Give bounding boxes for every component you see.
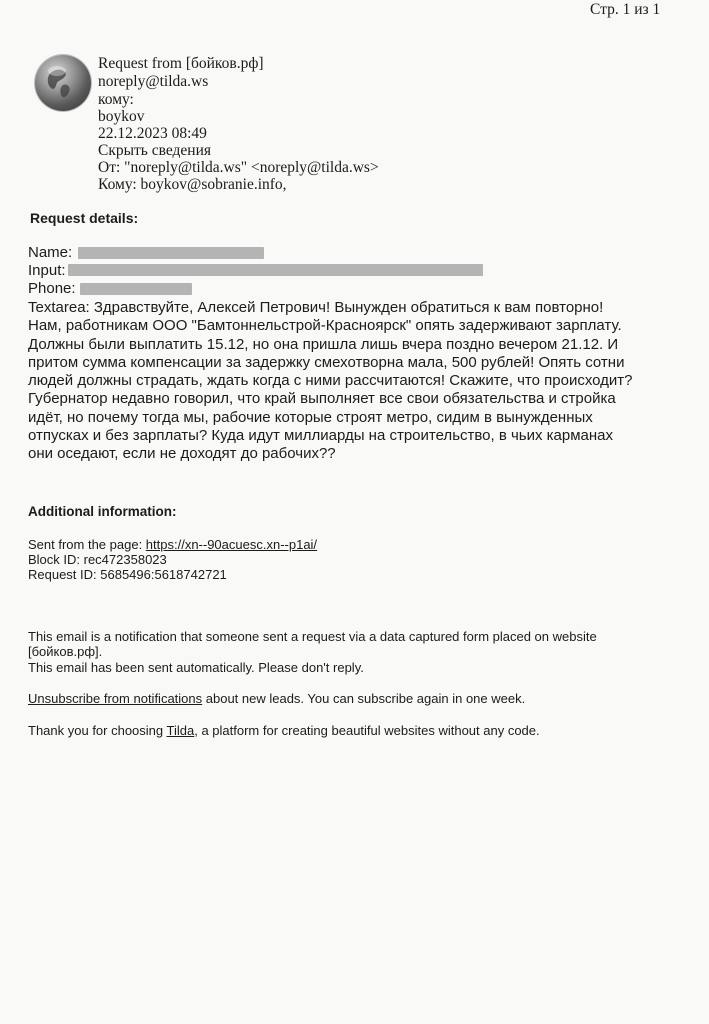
- email-subject: Request from [бойков.рф]: [98, 55, 264, 72]
- message-line: Textarea: Здравствуйте, Алексей Петрович! Вынужден обратиться к вам повторно!: [28, 299, 604, 316]
- message-line: притом сумма компенсации за задержку смехотворна мала, 500 рублей! Опять сотни: [28, 353, 625, 371]
- block-id: Block ID: rec472358023: [28, 552, 167, 567]
- name-label: Name:: [28, 244, 73, 261]
- from-full-line: От: "noreply@tilda.ws" <noreply@tilda.ws>: [98, 159, 379, 176]
- sender-avatar-globe-icon: [35, 55, 91, 111]
- name-redaction: [78, 247, 264, 259]
- page-number: Стр. 1 из 1: [590, 1, 661, 18]
- message-line: людей должны страдать, ждать когда с ними рассчитаются! Скажите, что происходит?: [28, 372, 633, 390]
- hide-details-link[interactable]: Скрыть сведения: [98, 142, 212, 159]
- message-line: Губернатор недавно говорил, что край выполняет все свои обязательства и стройка: [28, 390, 616, 408]
- thanks-suffix: , a platform for creating beautiful websites without any code.: [194, 723, 540, 738]
- email-datetime: 22.12.2023 08:49: [98, 125, 207, 142]
- message-line: Должны были выплатить 15.12, но она пришла лишь вчера поздно вечером 21.12. И: [28, 335, 619, 353]
- unsubscribe-text: about new leads. You can subscribe again in one week.: [202, 691, 526, 706]
- unsubscribe-link[interactable]: Unsubscribe from notifications: [28, 691, 203, 706]
- auto-sent-notice: This email has been sent automatically. Please don't reply.: [28, 660, 364, 675]
- sent-from-label: Sent from the page:: [28, 537, 146, 552]
- request-id: Request ID: 5685496:5618742721: [28, 567, 227, 582]
- textarea-message: [28, 299, 708, 464]
- message-line: они оседают, если не доходят до рабочих??: [28, 445, 336, 463]
- sent-from-line: [28, 537, 317, 552]
- phone-label: Phone:: [28, 280, 76, 297]
- sent-from-link[interactable]: https://xn--90acuesc.xn--p1ai/: [145, 537, 318, 552]
- message-line: отпусках и без зарплаты? Куда идут миллиарды на строительство, в чьих карманах: [28, 427, 614, 445]
- input-label: Input:: [28, 262, 66, 279]
- to-full-line: Кому: boykov@sobranie.info,: [98, 176, 287, 193]
- input-redaction: [68, 264, 483, 276]
- to-label: кому:: [98, 91, 134, 108]
- notice-line-2: [бойков.рф].: [28, 644, 103, 659]
- message-line: идёт, но почему тогда мы, рабочие которые строят метро, сидим в вынужденных: [28, 408, 593, 426]
- request-details-heading: Request details:: [30, 210, 139, 226]
- thanks-line: [28, 723, 540, 738]
- unsubscribe-line: [28, 691, 525, 706]
- thanks-prefix: Thank you for choosing: [28, 723, 167, 738]
- notice-line-1: This email is a notification that someone sent a request via a data captured form placed on website: [28, 629, 597, 644]
- message-line: Нам, работникам ООО "Бамтоннельстрой-Красноярск" опять задерживают зарплату.: [28, 317, 622, 335]
- recipient-name[interactable]: boykov: [98, 108, 145, 125]
- phone-redaction: [80, 283, 192, 295]
- additional-info-heading: Additional information:: [28, 504, 177, 519]
- tilda-link[interactable]: Tilda: [166, 723, 195, 738]
- sender-address[interactable]: noreply@tilda.ws: [98, 73, 209, 90]
